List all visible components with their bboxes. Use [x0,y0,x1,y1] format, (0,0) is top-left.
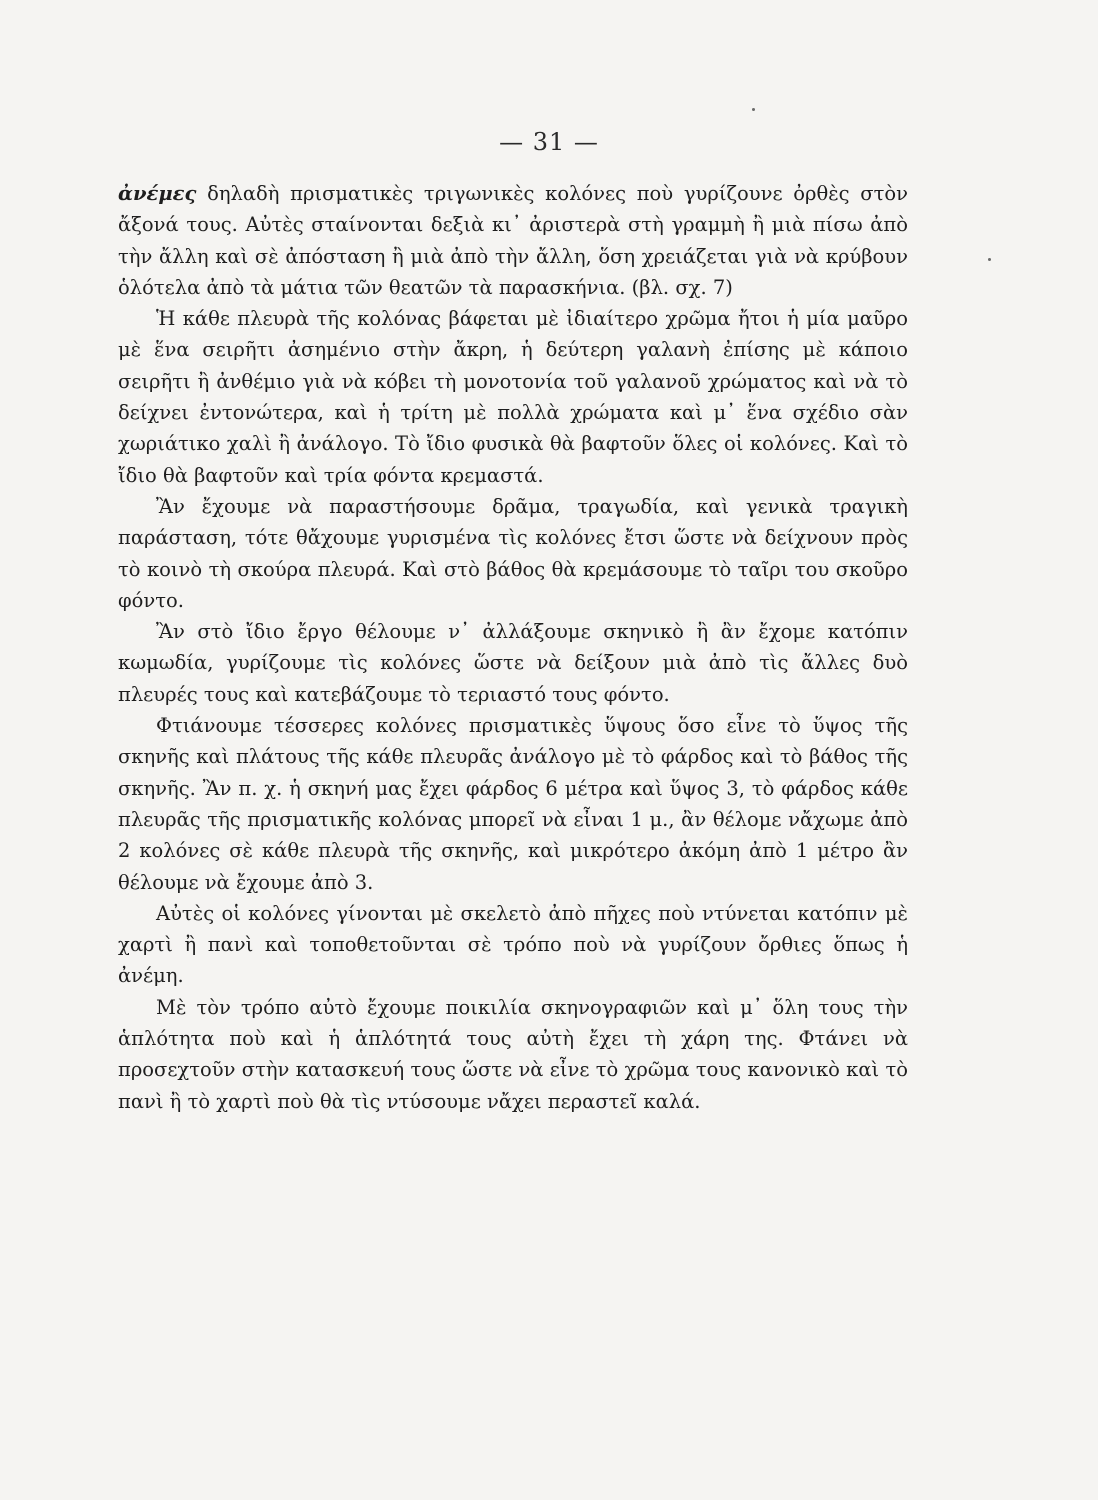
paper-speck [752,108,755,111]
body-text [118,178,908,1117]
paragraph-1 [118,178,908,303]
paragraph-7: Μὲ τὸν τρόπο αὐτὸ ἔχουμε ποικιλία σκηνογραφιῶν καὶ μ᾽ ὅλη τους τὴν ἁπλότητα ποὺ καὶ ἡ ἁπλότητά τους αὐτὴ ἔχει τὴ χάρη της. Φτάνει νὰ προσεχτοῦν στὴν κατασκευή τους ὥστε νὰ εἶνε τὸ χρῶμα τους κανονικὸ καὶ τὸ πανὶ ἢ τὸ χαρτὶ ποὺ θὰ τὶς ντύσουμε νἄχει περαστεῖ καλά. [118,995,908,1113]
paper-speck [988,258,991,261]
paragraph-5: Φτιάνουμε τέσσερες κολόνες πρισματικὲς ὕψους ὅσο εἶνε τὸ ὕψος τῆς σκηνῆς καὶ πλάτους τῆς κάθε πλευρᾶς ἀνάλογο μὲ τὸ φάρδος καὶ τὸ βάθος τῆς σκηνῆς. Ἂν π. χ. ἡ σκηνή μας ἔχει φάρδος 6 μέτρα καὶ ὕψος 3, τὸ φάρδος κάθε πλευρᾶς τῆς πρισματικῆς κολόνας μπορεῖ νὰ εἶναι 1 μ., ἂν θέλομε νἄχωμε ἀπὸ 2 κολόνες σὲ κάθε πλευρὰ τῆς σκηνῆς, καὶ μικρότερο ἀκόμη ἀπὸ 1 μέτρο ἂν θέλουμε νὰ ἔχουμε ἀπὸ 3. [118,714,908,894]
page-number: — 31 — [499,128,599,156]
paragraph-1-text: δηλαδὴ πρισματικὲς τριγωνικὲς κολόνες ποὺ γυρίζουνε ὀρθὲς στὸν ἄξονά τους. Αὐτὲς σταίνονται δεξιὰ κι᾽ ἀριστερὰ στὴ γραμμὴ ἢ μιὰ πίσω ἀπὸ τὴν ἄλλη καὶ σὲ ἀπόσταση ἢ μιὰ ἀπὸ τὴν ἄλλη, ὅση χρειάζεται γιὰ νὰ κρύβουν ὁλότελα ἀπὸ τὰ μάτια τῶν θεατῶν τὰ παρασκήνια. (βλ. σχ. 7) [118,182,908,299]
paragraph-3: Ἂν ἔχουμε νὰ παραστήσουμε δρᾶμα, τραγωδία, καὶ γενικὰ τραγικὴ παράσταση, τότε θἄχουμε γυρισμένα τὶς κολόνες ἔτσι ὥστε νὰ δείχνουν πρὸς τὸ κοινὸ τὴ σκούρα πλευρά. Καὶ στὸ βάθος θὰ κρεμάσουμε τὸ ταῖρι του σκοῦρο φόντο. [118,494,908,612]
lead-word: ἀνέμες [118,182,197,205]
paragraph-6: Αὐτὲς οἱ κολόνες γίνονται μὲ σκελετὸ ἀπὸ πῆχες ποὺ ντύνεται κατόπιν μὲ χαρτὶ ἢ πανὶ καὶ τοποθετοῦνται σὲ τρόπο ποὺ νὰ γυρίζουν ὄρθιες ὅπως ἡ ἀνέμη. [118,901,908,988]
paragraph-4: Ἂν στὸ ἴδιο ἔργο θέλουμε ν᾽ ἀλλάξουμε σκηνικὸ ἢ ἂν ἔχομε κατόπιν κωμωδία, γυρίζουμε τὶς κολόνες ὥστε νὰ δείξουν μιὰ ἀπὸ τὶς ἄλλες δυὸ πλευρές τους καὶ κατεβάζουμε τὸ τεριαστό τους φόντο. [118,620,908,706]
paragraph-2: Ἡ κάθε πλευρὰ τῆς κολόνας βάφεται μὲ ἰδιαίτερο χρῶμα ἤτοι ἡ μία μαῦρο μὲ ἕνα σειρῆτι ἀσημένιο στὴν ἄκρη, ἡ δεύτερη γαλανὴ ἐπίσης μὲ κάποιο σειρῆτι ἢ ἀνθέμιο γιὰ νὰ κόβει τὴ μονοτονία τοῦ γαλανοῦ χρώματος καὶ νὰ τὸ δείχνει ἐντονώτερα, καὶ ἡ τρίτη μὲ πολλὰ χρώματα καὶ μ᾽ ἕνα σχέδιο σὰν χωριάτικο χαλὶ ἢ ἀνάλογο. Τὸ ἴδιο φυσικὰ θὰ βαφτοῦν ὅλες οἱ κολόνες. Καὶ τὸ ἴδιο θὰ βαφτοῦν καὶ τρία φόντα κρεμαστά. [118,307,908,487]
